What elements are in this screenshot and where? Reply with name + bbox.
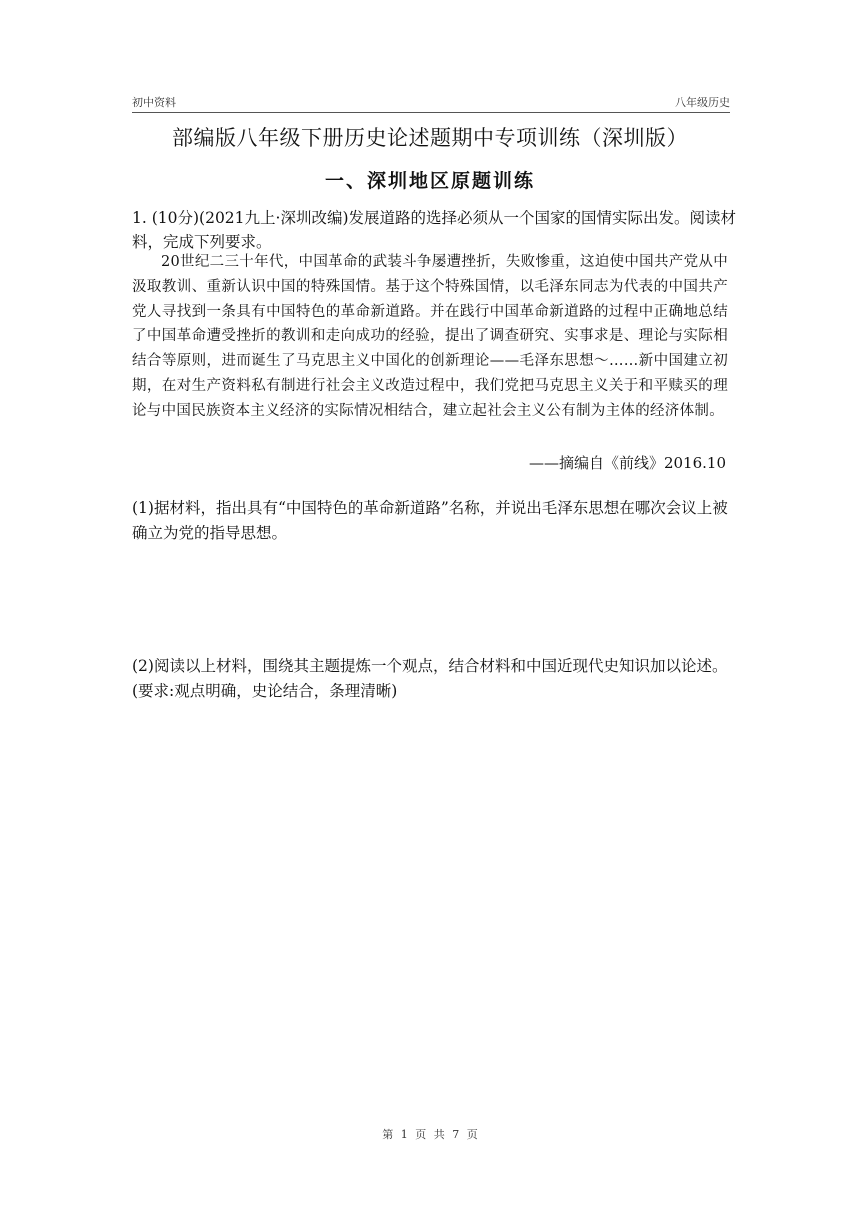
page-footer: 第 1 页 共 7 页	[382, 1128, 478, 1141]
reading-material: 20世纪二三十年代，中国革命的武装斗争屡遭挫折，失败惨重，这迫使中国共产党从中汲取教训、重新认识中国的特殊国情。基于这个特殊国情，以毛泽东同志为代表的中国共产党人寻找到一条具有中国特色的革命新道路。并在践行中国革命新道路的过程中正确地总结了中国革命遭受挫折的教训和走向成功的经验，提出了调查研究、实事求是、理论与实际相结合等原则，进而诞生了马克思主义中国化的创新理论——毛泽东思想～……新中国建立初期，在对生产资料私有制进行社会主义改造过程中，我们党把马克思主义关于和平赎买的理论与中国民族资本主义经济的实际情况相结合，建立起社会主义公有制为主体的经济体制。	[132, 254, 728, 419]
header-right-text: 八年级历史	[675, 96, 730, 109]
sub-question-1: (1)据材料，指出具有“中国特色的革命新道路”名称，并说出毛泽东思想在哪次会议上被确立为党的指导思想。	[132, 499, 728, 542]
question-stem: 1. (10分)(2021九上·深圳改编)发展道路的选择必须从一个国家的国情实际出发。阅读材料，完成下列要求。	[132, 209, 737, 251]
header-left-text: 初中资料	[132, 96, 176, 109]
page-header	[132, 96, 730, 113]
sub-question-2: (2)阅读以上材料，围绕其主题提炼一个观点，结合材料和中国近现代史知识加以论述。(要求:观点明确，史论结合，条理清晰)	[132, 657, 728, 700]
section-heading: 一、深圳地区原题训练	[324, 170, 535, 192]
document-title: 部编版八年级下册历史论述题期中专项训练（深圳版）	[172, 126, 688, 150]
material-source: ——摘编自《前线》2016.10	[528, 454, 726, 472]
